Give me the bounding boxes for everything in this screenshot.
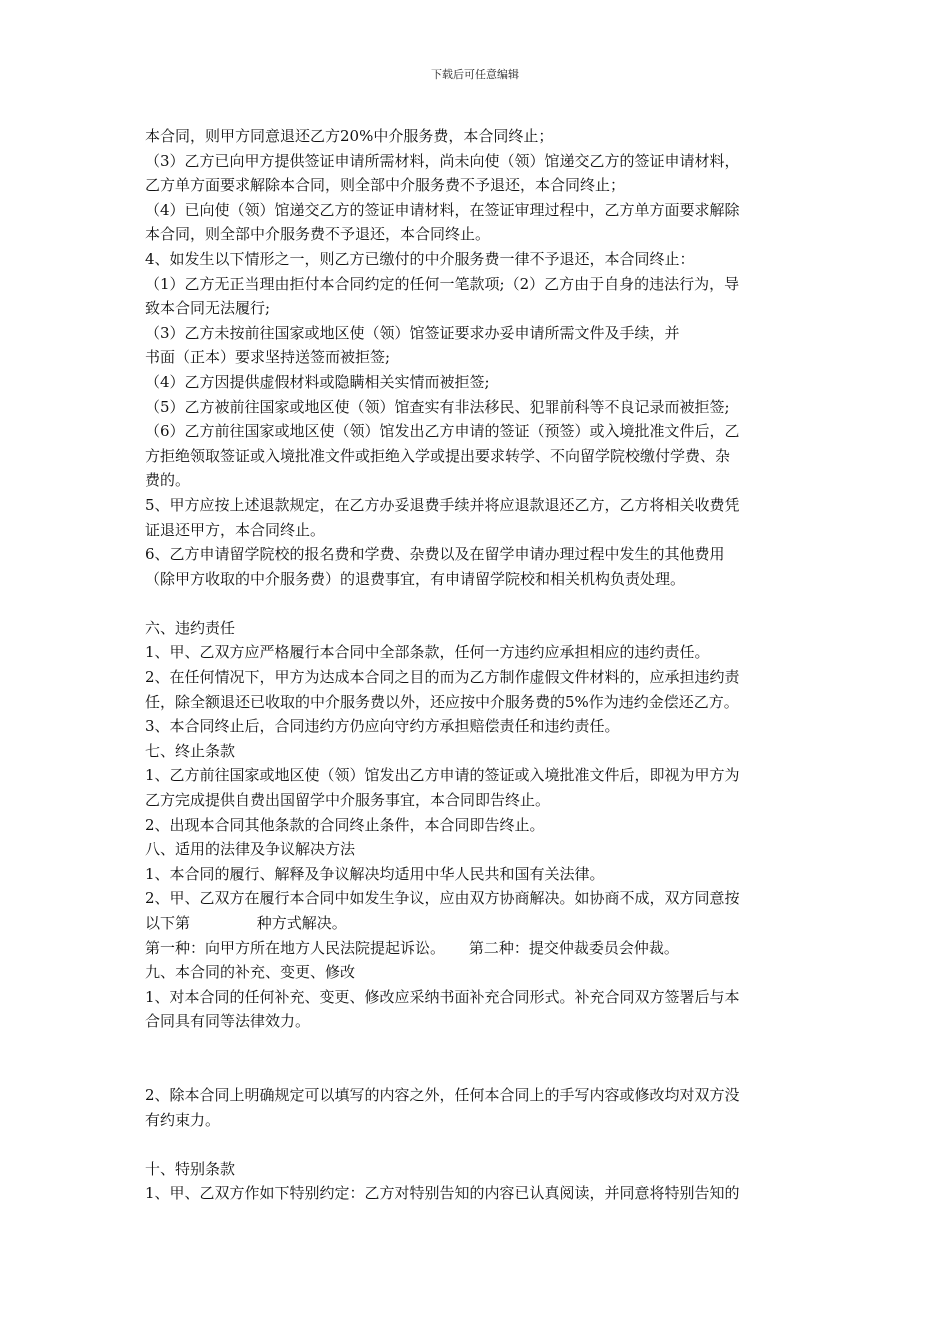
text-line: 以下第 种方式解决。 — [145, 914, 347, 932]
section-amendment-clause — [145, 1083, 810, 1132]
text-line: 本合同，则全部中介服务费不予退还，本合同终止。 — [145, 225, 491, 244]
text-line: （1）乙方无正当理由拒付本合同约定的任何一笔款项;（2）乙方由于自身的违法行为，导 — [145, 274, 740, 293]
text-line: 2、在任何情况下，甲方为达成本合同之目的而为乙方制作虚假文件材料的，应承担违约责 — [145, 668, 740, 687]
page-header: 下载后可任意编辑 — [431, 68, 519, 81]
section-heading: 十、特别条款 — [145, 1159, 236, 1178]
text-line: 第一种：向甲方所在地方人民法院提起诉讼。 第二种：提交仲裁委员会仲裁。 — [145, 938, 679, 957]
blank-space — [145, 1034, 810, 1083]
text-line: 有约束力。 — [145, 1110, 221, 1129]
text-line: 2、甲、乙双方在履行本合同中如发生争议，应由双方协商解决。如协商不成，双方同意按 — [145, 889, 740, 908]
text-line: 1、甲、乙双方作如下特别约定：乙方对特别告知的内容已认真阅读，并同意将特别告知的 — [145, 1184, 740, 1203]
text-line: 证退还甲方，本合同终止。 — [145, 520, 326, 539]
text-line: （4）乙方因提供虚假材料或隐瞒相关实情而被拒签; — [145, 372, 490, 391]
text-line: 乙方单方面要求解除本合同，则全部中介服务费不予退还，本合同终止； — [145, 176, 626, 195]
text-line: 2、出现本合同其他条款的合同终止条件，本合同即告终止。 — [145, 815, 545, 834]
text-line: 书面（正本）要求坚持送签而被拒签; — [145, 348, 391, 367]
section-refund-clauses — [145, 124, 810, 591]
text-line: 5、甲方应按上述退款规定，在乙方办妥退费手续并将应退款退还乙方，乙方将相关收费凭 — [145, 495, 740, 514]
blank-line — [145, 591, 810, 616]
text-line: （4）已向使（领）馆递交乙方的签证申请材料，在签证审理过程中，乙方单方面要求解除 — [145, 200, 740, 219]
text-line: 3、本合同终止后，合同违约方仍应向守约方承担赔偿责任和违约责任。 — [145, 717, 620, 736]
text-line: （3）乙方未按前往国家或地区使（领）馆签证要求办妥申请所需文件及手续，并 — [145, 323, 680, 342]
text-line: 本合同，则甲方同意退还乙方20%中介服务费，本合同终止； — [145, 127, 554, 145]
text-line: 合同具有同等法律效力。 — [145, 1012, 311, 1031]
text-line: （3）乙方已向甲方提供签证申请所需材料，尚未向使（领）馆递交乙方的签证申请材料， — [145, 151, 740, 170]
text-line: （除甲方收取的中介服务费）的退费事宜，有申请留学院校和相关机构负责处理。 — [145, 569, 686, 588]
text-line: 乙方完成提供自费出国留学中介服务事宜，本合同即告终止。 — [145, 791, 551, 810]
section-heading: 六、违约责任 — [145, 618, 236, 637]
text-line: 致本合同无法履行; — [145, 299, 271, 318]
section-heading: 七、终止条款 — [145, 741, 236, 760]
text-line: 方拒绝领取签证或入境批准文件或拒绝入学或提出要求转学、不向留学院校缴付学费、杂 — [145, 446, 731, 465]
text-line: 1、乙方前往国家或地区使（领）馆发出乙方申请的签证或入境批准文件后，即视为甲方为 — [145, 766, 740, 785]
section-heading: 八、适用的法律及争议解决方法 — [145, 840, 356, 859]
text-line: 2、除本合同上明确规定可以填写的内容之外，任何本合同上的手写内容或修改均对双方没 — [145, 1085, 740, 1104]
text-line: 4、如发生以下情形之一，则乙方已缴付的中介服务费一律不予退还，本合同终止： — [145, 249, 695, 268]
text-line: 1、对本合同的任何补充、变更、修改应采纳书面补充合同形式。补充合同双方签署后与本 — [145, 987, 740, 1006]
text-line: 6、乙方申请留学院校的报名费和学费、杂费以及在留学申请办理过程中发生的其他费用 — [145, 545, 725, 564]
text-line: 任，除全额退还已收取的中介服务费以外，还应按中介服务费的5%作为违约金偿还乙方。 — [145, 692, 739, 711]
text-line: （6）乙方前往国家或地区使（领）馆发出乙方申请的签证（预签）或入境批准文件后，乙 — [145, 422, 740, 441]
section-liability-termination-law — [145, 616, 810, 1034]
section-special-terms — [145, 1157, 810, 1206]
document-body — [145, 124, 810, 1206]
text-line: （5）乙方被前往国家或地区使（领）馆查实有非法移民、犯罪前科等不良记录而被拒签; — [145, 397, 730, 416]
blank-line — [145, 1132, 810, 1157]
text-line: 1、甲、乙双方应严格履行本合同中全部条款，任何一方违约应承担相应的违约责任。 — [145, 643, 710, 662]
text-line: 1、本合同的履行、解释及争议解决均适用中华人民共和国有关法律。 — [145, 864, 605, 883]
text-line: 费的。 — [145, 471, 191, 490]
section-heading: 九、本合同的补充、变更、修改 — [145, 963, 356, 982]
